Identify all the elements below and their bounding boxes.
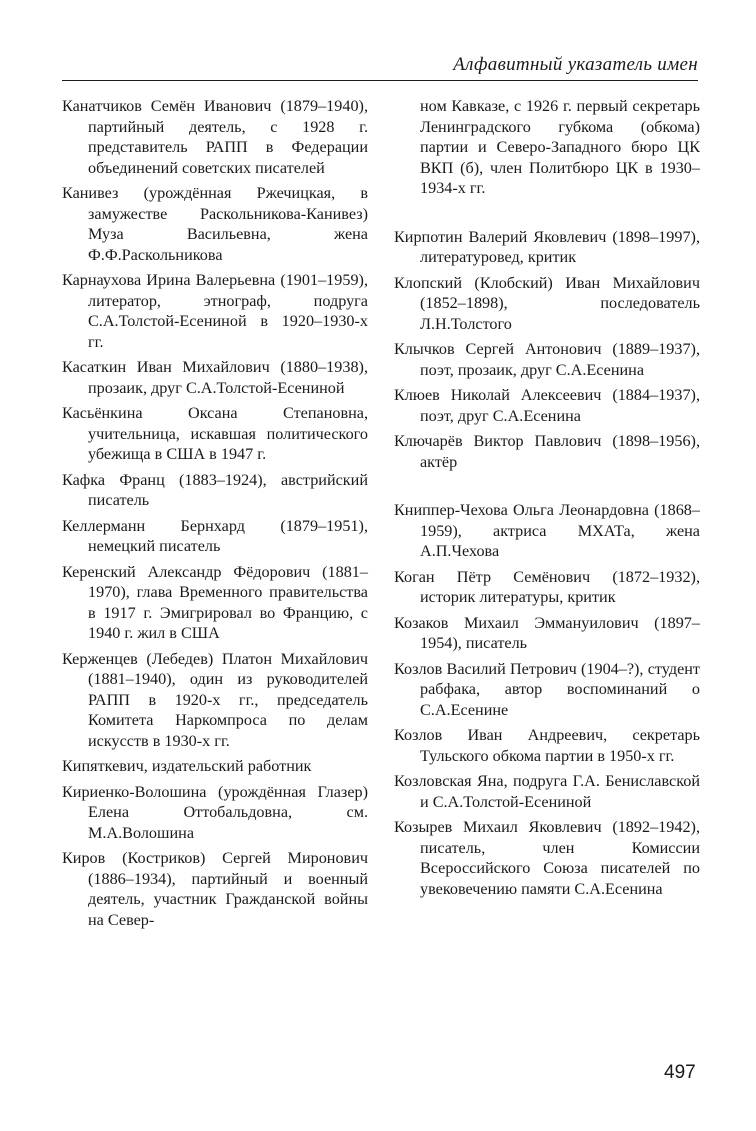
page-number: 497 <box>664 1062 696 1083</box>
section-gap <box>394 204 700 227</box>
index-entry: Касьёнкина Оксана Степановна, учительница, искавшая политического убежища в США в 1947 г. <box>62 404 368 463</box>
index-entry: Касаткин Иван Михайлович (1880–1938), прозаик, друг С.А.Толстой-Есениной <box>62 358 368 397</box>
index-entry: Клычков Сергей Антонович (1889–1937), поэт, прозаик, друг С.А.Есенина <box>394 340 700 379</box>
running-header <box>62 50 698 84</box>
index-entry-continuation: ном Кавказе, с 1926 г. первый секретарь Ленинградского губкома (обкома) партии и Северо-Западного бюро ЦК ВКП (б), член Политбюро ЦК в 1930–1934-х гг. <box>420 97 700 197</box>
index-entry: Киров (Костриков) Сергей Миронович (1886–1934), партийный и военный деятель, участник Гражданской войны на Север- <box>62 849 368 929</box>
index-entry: Канивез (урождённая Ржечицкая, в замужестве Раскольникова-Канивез) Муза Васильевна, жена Ф.Ф.Раскольникова <box>62 184 368 264</box>
index-entry: Керженцев (Лебедев) Платон Михайлович (1881–1940), один из руководителей РАПП в 1920-х гг., председатель Комитета Наркомпроса по делам искусств в 1930-х гг. <box>62 649 368 750</box>
running-header-title: Алфавитный указатель имен <box>453 54 698 75</box>
index-entry: Козаков Михаил Эммануилович (1897–1954), писатель <box>394 613 700 652</box>
left-column <box>62 96 368 935</box>
index-entry: Кириенко-Волошина (урождённая Глазер) Елена Оттобальдовна, см. М.А.Волошина <box>62 782 368 842</box>
index-entry: Карнаухова Ирина Валерьевна (1901–1959), литератор, этнограф, подруга С.А.Толстой-Есениной в 1920–1930-х гг. <box>62 271 368 351</box>
index-entry: Книппер-Чехова Ольга Леонардовна (1868–1959), актриса МХАТа, жена А.П.Чехова <box>394 501 700 560</box>
index-entry: Кипяткевич, издательский работник <box>62 757 312 775</box>
index-entry: Келлерманн Бернхард (1879–1951), немецкий писатель <box>62 516 368 555</box>
header-rule <box>62 80 698 81</box>
index-entry: Кафка Франц (1883–1924), австрийский писатель <box>62 470 368 509</box>
index-entry: Клопский (Клобский) Иван Михайлович (1852–1898), последователь Л.Н.Толстого <box>394 273 700 333</box>
index-entry: Клюев Николай Алексеевич (1884–1937), поэт, друг С.А.Есенина <box>394 386 700 425</box>
index-entry: Коган Пётр Семёнович (1872–1932), историк литературы, критик <box>394 567 700 606</box>
index-entry: Козловская Яна, подруга Г.А. Бениславской и С.А.Толстой-Есениной <box>394 772 700 811</box>
index-entry: Канатчиков Семён Иванович (1879–1940), партийный деятель, с 1928 г. представитель РАПП в Федерации объединений советских писателей <box>62 97 368 177</box>
index-entry: Козырев Михаил Яковлевич (1892–1942), писатель, член Комиссии Всероссийского Союза писателей по увековечению памяти С.А.Есенина <box>394 818 700 898</box>
index-entry: Кирпотин Валерий Яковлевич (1898–1997), литературовед, критик <box>394 227 700 266</box>
right-column <box>394 96 700 904</box>
section-gap <box>394 477 700 500</box>
index-entry: Козлов Василий Петрович (1904–?), студент рабфака, автор воспоминаний о С.А.Есенине <box>394 659 700 719</box>
index-entry: Ключарёв Виктор Павлович (1898–1956), актёр <box>394 432 700 471</box>
index-entry: Керенский Александр Фёдорович (1881–1970), глава Временного правительства в 1917 г. Эмигрировал во Францию, с 1940 г. жил в США <box>62 562 368 642</box>
index-entry: Козлов Иван Андреевич, секретарь Тульского обкома партии в 1950-х гг. <box>394 726 700 765</box>
